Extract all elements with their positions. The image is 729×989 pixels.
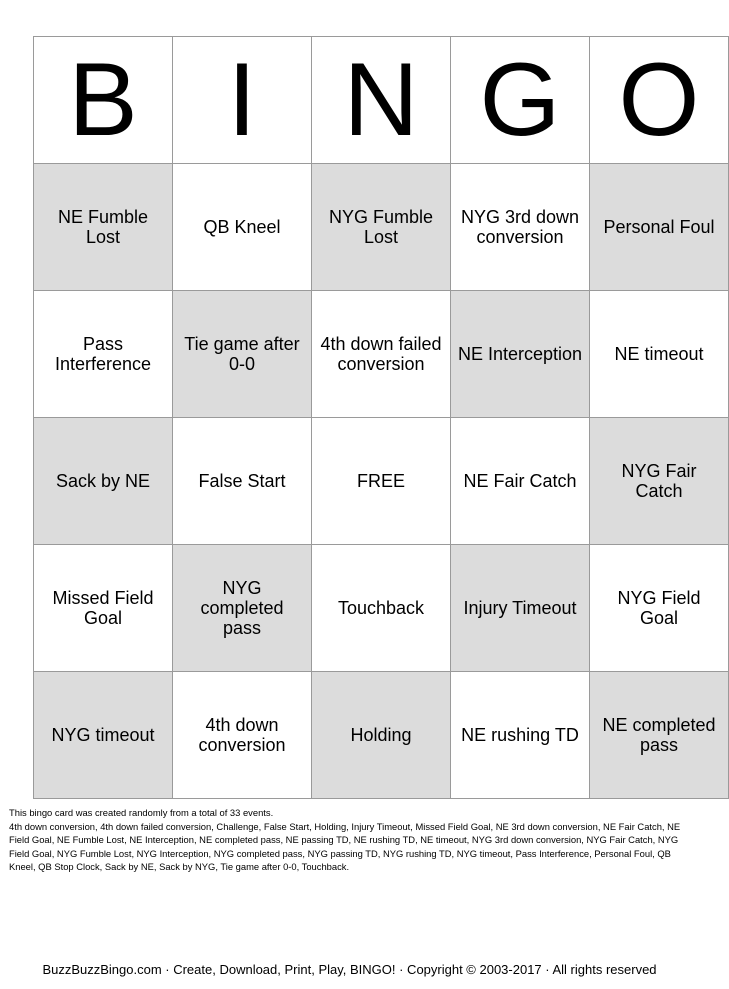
- bingo-cell: NYG completed pass: [173, 545, 312, 672]
- card-description-intro: This bingo card was created randomly from a total of 33 events.: [9, 807, 274, 818]
- header-letter-o: O: [590, 37, 729, 164]
- card-event-list: 4th down conversion, 4th down failed conversion, Challenge, False Start, Holding, Injury Timeout, Missed Field Goal, NE 3rd down conversion, NE Fair Catch, NE Field Goal, NE Fumble Lost, NE Interception, NE completed pass, NE passing TD, NE rushing TD, NE timeout, NYG 3rd down conversion, NYG Fair Catch, NYG Field Goal, NYG Fumble Lost, NYG Interception, NYG completed pass, NYG passing TD, NYG rushing TD, NYG timeout, Pass Interference, Personal Foul, QB Kneel, QB Stop Clock, Sack by NE, Sack by NYG, Tie game after 0-0, Touchback.: [9, 820, 681, 873]
- bingo-cell: Touchback: [312, 545, 451, 672]
- bingo-cell: Tie game after 0-0: [173, 291, 312, 418]
- bingo-cell: NE rushing TD: [451, 672, 590, 799]
- bingo-row: [34, 164, 729, 291]
- header-letter-i: I: [173, 37, 312, 164]
- bingo-cell: NYG Fair Catch: [590, 418, 729, 545]
- bingo-cell: NE Fumble Lost: [34, 164, 173, 291]
- bingo-cell: False Start: [173, 418, 312, 545]
- site-footer: BuzzBuzzBingo.com · Create, Download, Print, Play, BINGO! · Copyright © 2003-2017 · All rights reserved: [42, 962, 657, 977]
- bingo-row: [34, 545, 729, 672]
- bingo-cell: NE Interception: [451, 291, 590, 418]
- bingo-cell: NYG Field Goal: [590, 545, 729, 672]
- bingo-card: [33, 36, 729, 799]
- header-letter-b: B: [34, 37, 173, 164]
- bingo-cell: 4th down conversion: [173, 672, 312, 799]
- bingo-cell: Missed Field Goal: [34, 545, 173, 672]
- bingo-cell: Pass Interference: [34, 291, 173, 418]
- bingo-cell: NE timeout: [590, 291, 729, 418]
- bingo-cell: Holding: [312, 672, 451, 799]
- bingo-cell: Personal Foul: [590, 164, 729, 291]
- bingo-cell: 4th down failed conversion: [312, 291, 451, 418]
- bingo-cell: Injury Timeout: [451, 545, 590, 672]
- bingo-cell: NE completed pass: [590, 672, 729, 799]
- bingo-row: [34, 291, 729, 418]
- bingo-row: [34, 418, 729, 545]
- bingo-cell: NE Fair Catch: [451, 418, 590, 545]
- free-space-cell: FREE: [312, 418, 451, 545]
- bingo-cell: NYG Fumble Lost: [312, 164, 451, 291]
- bingo-header-row: [34, 37, 729, 164]
- bingo-row: [34, 672, 729, 799]
- bingo-cell: QB Kneel: [173, 164, 312, 291]
- card-description: [9, 806, 689, 874]
- bingo-cell: Sack by NE: [34, 418, 173, 545]
- bingo-cell: NYG 3rd down conversion: [451, 164, 590, 291]
- header-letter-g: G: [451, 37, 590, 164]
- bingo-cell: NYG timeout: [34, 672, 173, 799]
- header-letter-n: N: [312, 37, 451, 164]
